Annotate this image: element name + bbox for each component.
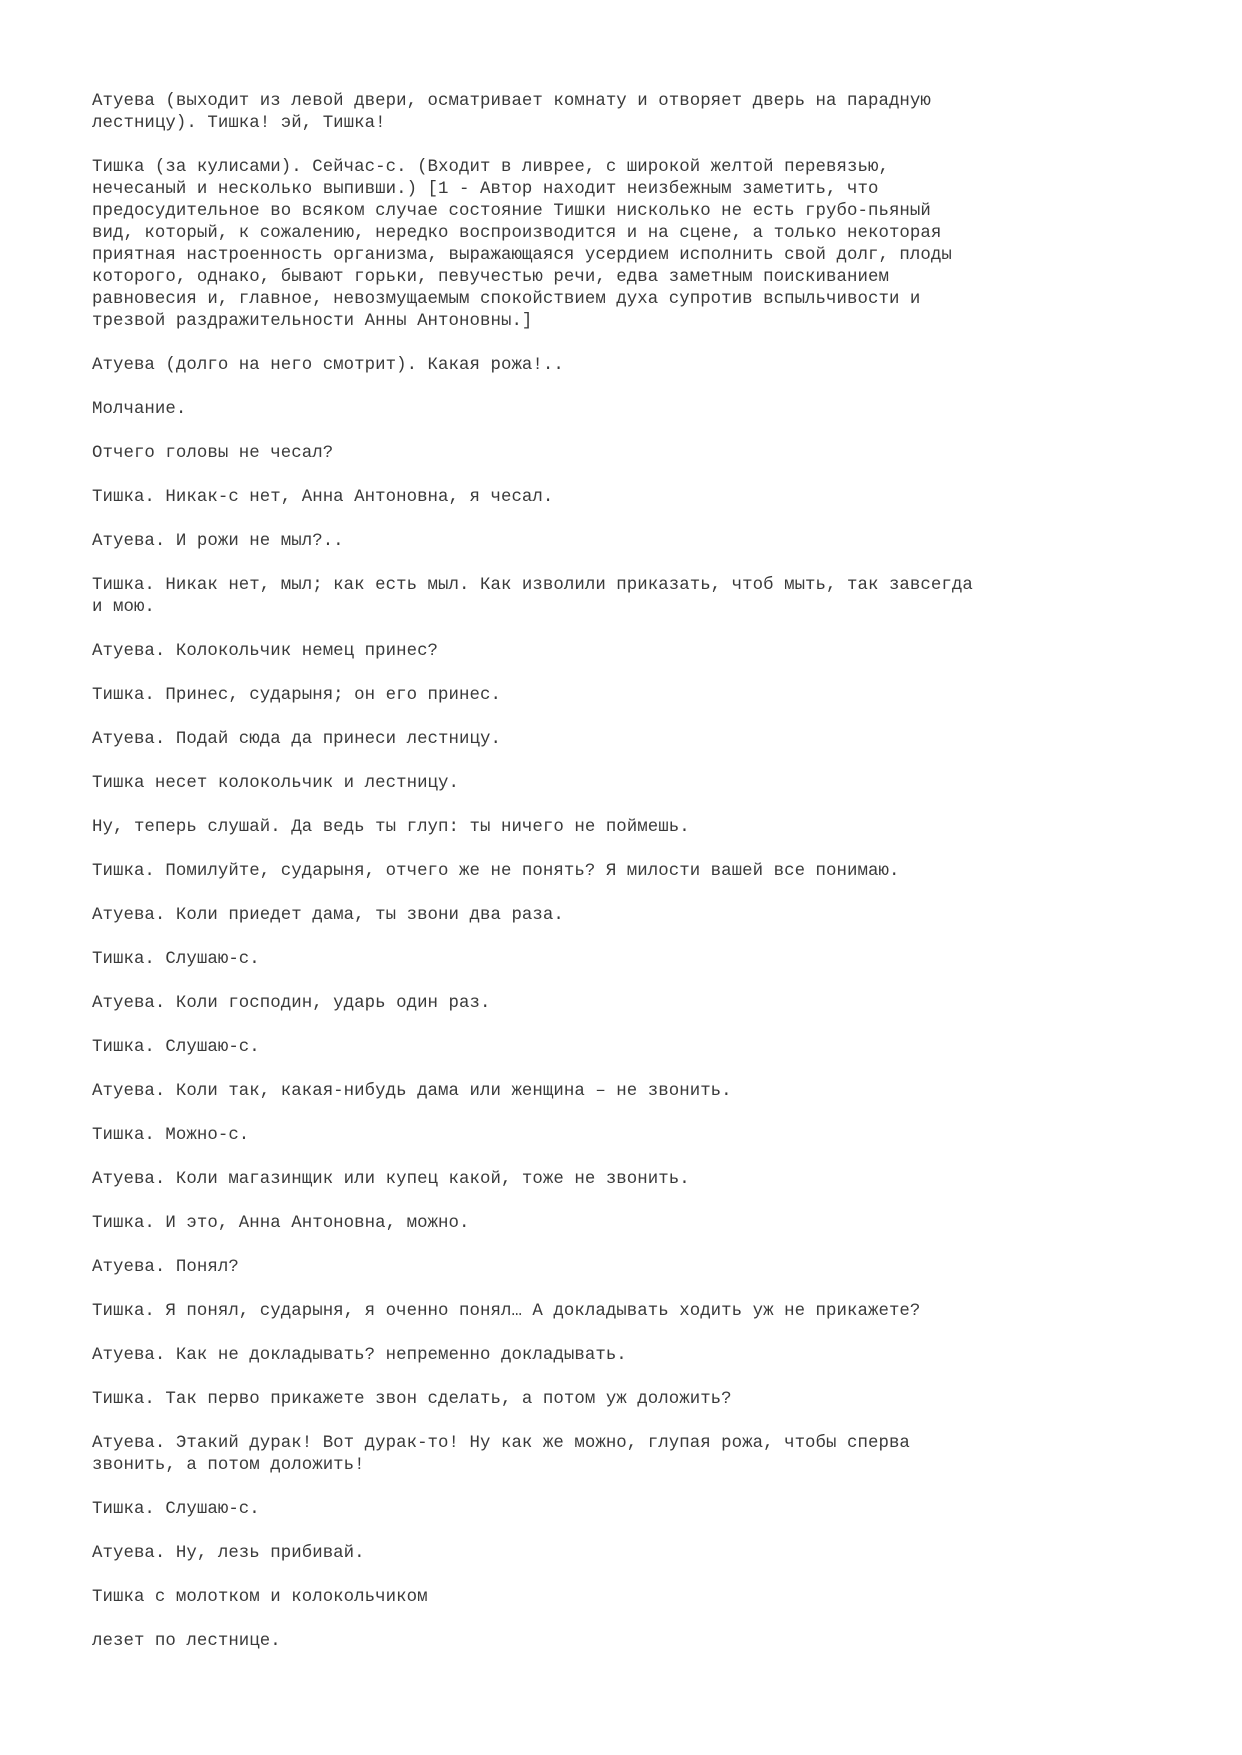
paragraph: Атуева. Как не докладывать? непременно докладывать. [92,1346,627,1365]
paragraph: Тишка. Никак-с нет, Анна Антоновна, я чесал. [92,488,554,507]
paragraph: Тишка (за кулисами). Сейчас-с. (Входит в ливрее, с широкой желтой перевязью, нечесаный и несколько выпивши.) [1 - Автор находит неизбежным заметить, что предосудительное во всяком случае состояние Тишки нисколько не есть грубо-пьяный вид, который, к сожалению, нередко воспроизводится и на сцене, а только некоторая приятная настроенность организма, выражающаяся усердием исполнить свой долг, плоды которого, однако, бывают горьки, певучестью речи, едва заметным поискиванием равновесия и, главное, невозмущаемым спокойствием духа супротив вспыльчивости и трезвой раздражительности Анны Антоновны.] [92,158,952,331]
paragraph: Тишка. Никак нет, мыл; как есть мыл. Как изволили приказать, чтоб мыть, так завсегда и мою. [92,576,973,617]
paragraph: Атуева. Подай сюда да принеси лестницу. [92,730,501,749]
paragraph: Атуева. Понял? [92,1258,239,1277]
paragraph: Атуева. Коли приедет дама, ты звони два раза. [92,906,564,925]
paragraph: Тишка. Слушаю-с. [92,1038,260,1057]
paragraph: Тишка. Можно-с. [92,1126,250,1145]
paragraph: Отчего головы не чесал? [92,444,334,463]
paragraph: Тишка. Так перво прикажете звон сделать, а потом уж доложить? [92,1390,732,1409]
paragraph: Тишка с молотком и колокольчиком [92,1588,428,1607]
paragraph: Атуева. Колокольчик немец принес? [92,642,439,661]
paragraph: Тишка. Слушаю-с. [92,1500,260,1519]
paragraph: Атуева (выходит из левой двери, осматривает комнату и отворяет дверь на парадную лестницу). Тишка! эй, Тишка! [92,92,931,133]
paragraph: Атуева. Ну, лезь прибивай. [92,1544,365,1563]
paragraph: лезет по лестнице. [92,1632,281,1651]
paragraph: Атуева. Коли так, какая-нибудь дама или женщина – не звонить. [92,1082,732,1101]
paragraph: Тишка. Слушаю-с. [92,950,260,969]
paragraph: Тишка. Я понял, сударыня, я оченно понял… А докладывать ходить уж не прикажете? [92,1302,921,1321]
paragraph: Тишка несет колокольчик и лестницу. [92,774,460,793]
paragraph: Атуева. Этакий дурак! Вот дурак-то! Ну как же можно, глупая рожа, чтобы сперва звонить, а потом доложить! [92,1434,910,1475]
paragraph: Ну, теперь слушай. Да ведь ты глуп: ты ничего не поймешь. [92,818,690,837]
paragraph: Атуева. Коли магазинщик или купец какой, тоже не звонить. [92,1170,690,1189]
document-page [92,91,1162,1675]
paragraph: Атуева. И рожи не мыл?.. [92,532,344,551]
paragraph: Тишка. Помилуйте, сударыня, отчего же не понять? Я милости вашей все понимаю. [92,862,900,881]
paragraph: Тишка. Принес, сударыня; он его принес. [92,686,501,705]
paragraph: Тишка. И это, Анна Антоновна, можно. [92,1214,470,1233]
paragraph: Атуева. Коли господин, ударь один раз. [92,994,491,1013]
paragraph: Молчание. [92,400,187,419]
paragraph: Атуева (долго на него смотрит). Какая рожа!.. [92,356,564,375]
